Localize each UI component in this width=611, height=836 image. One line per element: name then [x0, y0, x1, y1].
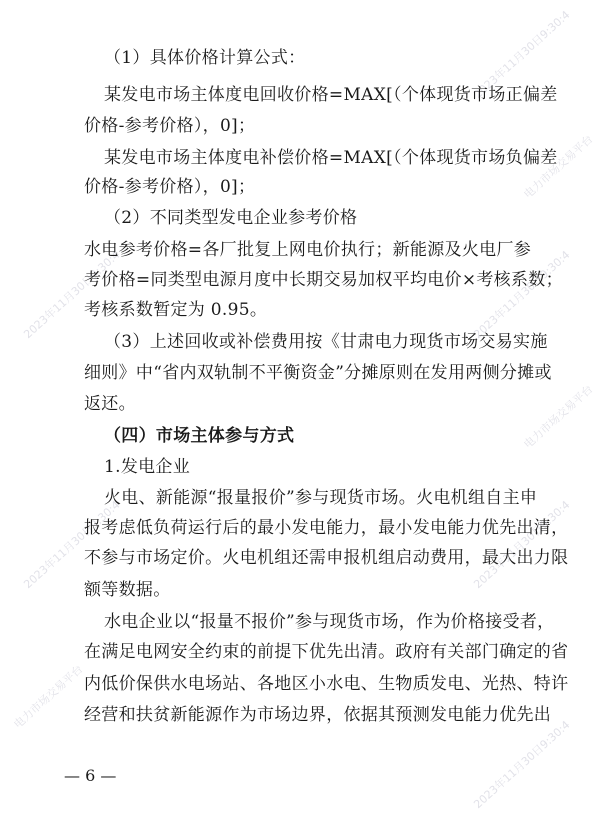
paragraph-line: 考核系数暂定为 0.95。 [84, 300, 268, 320]
paragraph-line: 水电企业以“报量不报价”参与现货市场，作为价格接受者， [104, 612, 555, 632]
paragraph-line: 火电、新能源“报量报价”参与现货市场。火电机组自主申 [104, 488, 538, 508]
paragraph-line: 报考虑低负荷运行后的最小发电能力，最小发电能力优先出清， [84, 518, 569, 538]
subsection-heading: 1.发电企业 [104, 457, 191, 477]
reference-price-heading: （2）不同类型发电企业参考价格 [104, 208, 358, 228]
paragraph-line: 水电参考价格=各厂批复上网电价执行；新能源及火电厂参 [84, 240, 532, 260]
watermark-date: 2023年11月30日9:30:4 [471, 718, 573, 812]
paragraph-line: 内低价保供水电场站、各地区小水电、生物质发电、光热、特许 [84, 674, 569, 694]
paragraph-line: 在满足电网安全约束的前提下优先出清。政府有关部门确定的省 [84, 642, 569, 662]
recovery-price-formula: 价格-参考价格），0]； [84, 116, 256, 136]
paragraph-line: 细则》中“省内双轨制不平衡资金”分摊原则在发用两侧分摊或 [84, 363, 552, 383]
paragraph-line: 返还。 [84, 394, 136, 414]
watermark-date: 2023年11月30日9:30:4 [21, 248, 123, 342]
compensation-price-formula: 价格-参考价格），0]； [84, 177, 256, 197]
watermark-date: 2023年11月30日9:30:4 [21, 498, 123, 592]
watermark-date: 2023年11月30日9:30:4 [471, 8, 573, 102]
compensation-price-formula: 某发电市场主体度电补偿价格=MAX[（个体现货市场负偏差 [104, 148, 558, 168]
page-number: — 6 — [64, 766, 117, 785]
paragraph-line: （3）上述回收或补偿费用按《甘肃电力现货市场交易实施 [104, 332, 548, 352]
recovery-price-formula: 某发电市场主体度电回收价格=MAX[（个体现货市场正偏差 [104, 85, 558, 105]
watermark-platform: 电力市场交易平台 [11, 662, 86, 732]
watermark-platform: 电力市场交易平台 [521, 132, 596, 202]
watermark-date: 2023年11月30日9:30:4 [471, 248, 573, 342]
watermark-platform: 电力市场交易平台 [521, 382, 596, 452]
paragraph-line: 不参与市场定价。火电机组还需申报机组启动费用，最大出力限 [84, 548, 569, 568]
paragraph-line: 额等数据。 [84, 580, 171, 600]
paragraph-line: 经营和扶贫新能源作为市场边界，依据其预测发电能力优先出 [84, 705, 552, 725]
section-heading: （四）市场主体参与方式 [104, 426, 295, 446]
watermark-date: 2023年11月30日9:30:4 [471, 498, 573, 592]
formula-heading: （1）具体价格计算公式： [104, 48, 306, 68]
paragraph-line: 考价格=同类型电源月度中长期交易加权平均电价×考核系数； [84, 270, 563, 290]
